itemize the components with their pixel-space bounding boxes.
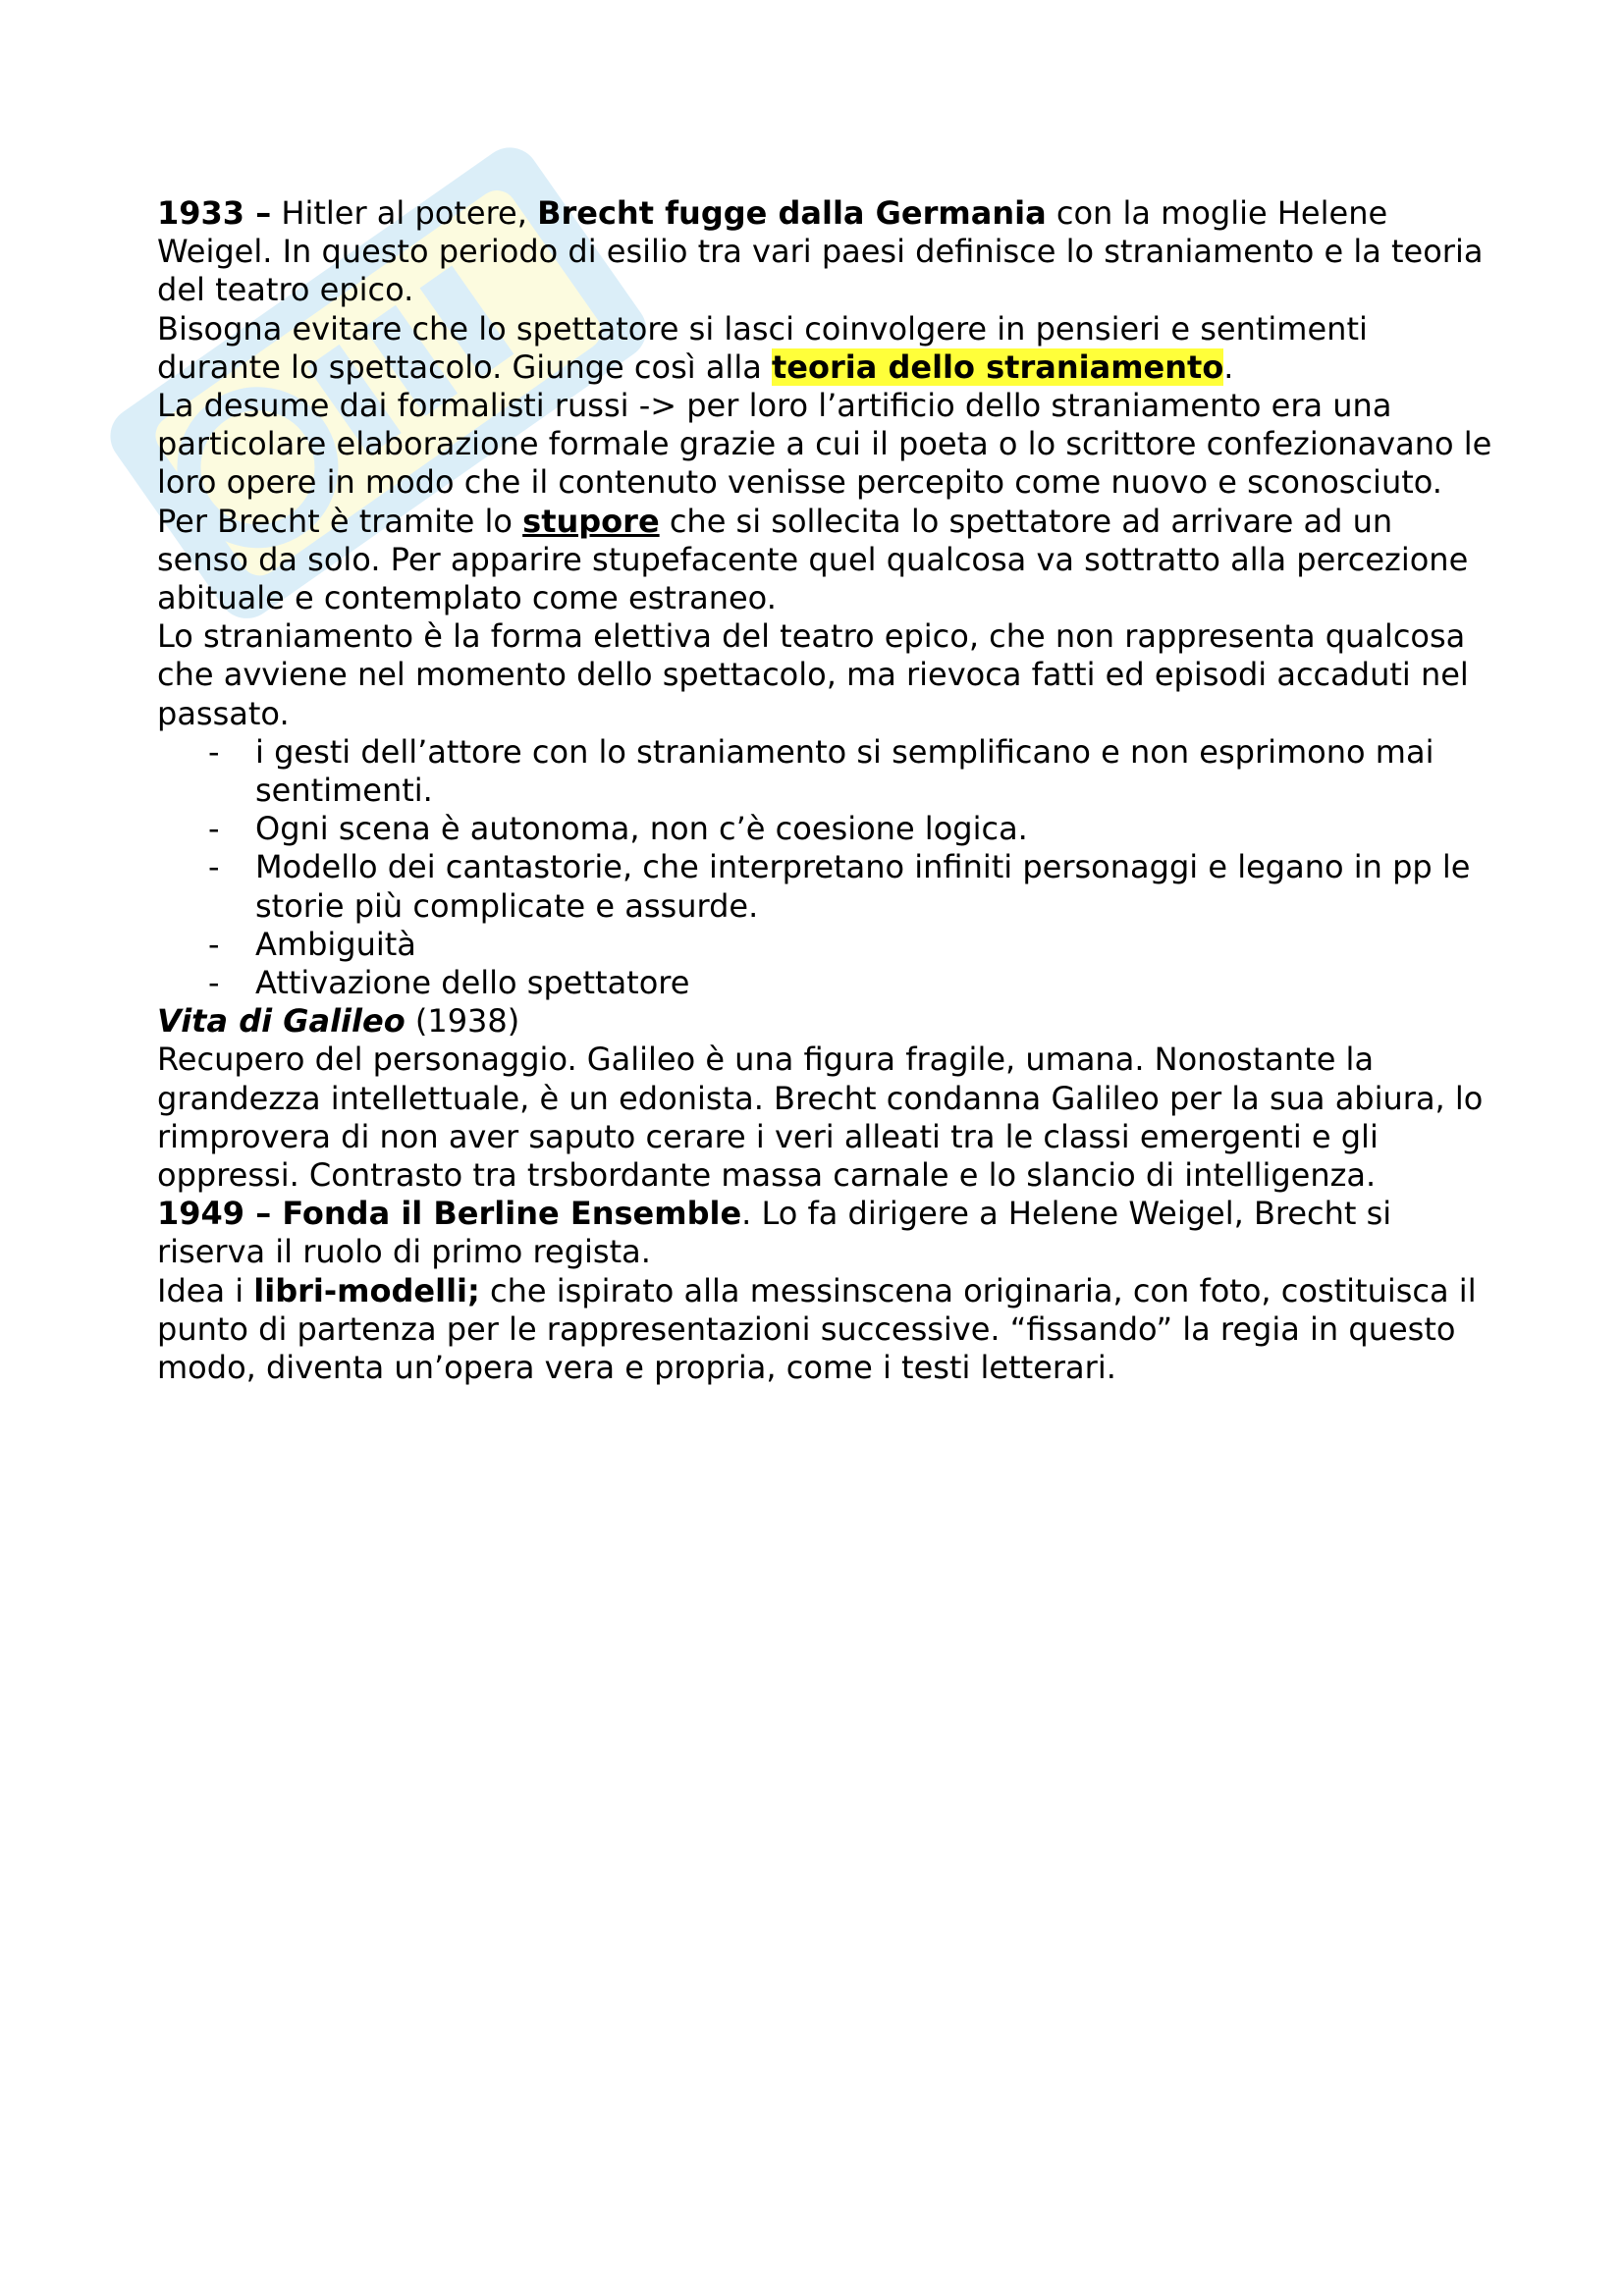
heading-vita-di-galileo: Vita di Galileo (1938) — [157, 1002, 520, 1041]
paragraph-formalisti: La desume dai formalisti russi -> per loro l’artificio dello straniamento era una particolare elaborazione formale grazie a cui il poeta o lo scrittore confezionavano le loro opere in modo che il contenuto venisse percepito come nuovo e sconosciuto. — [157, 387, 1492, 502]
list-item: - Ambiguità — [255, 926, 1492, 964]
brecht-fugge-heading: Brecht fugge dalla Germania — [537, 194, 1047, 232]
paragraph-libri-modelli: Idea i libri-modelli; che ispirato alla messinscena originaria, con foto, costituisca il punto di partenza per le rappresentazioni successive. “fissando” la regia in questo modo, diventa un’opera vera e propria, come i testi letterari. — [157, 1271, 1477, 1387]
list-item: - Ogni scena è autonoma, non c’è coesione logica. — [255, 810, 1492, 848]
underlined-stupore: stupore — [522, 502, 660, 540]
list-item: - Modello dei cantastorie, che interpretano infiniti personaggi e legano in pp le storie più complicate e assurde. — [255, 848, 1492, 925]
list-item: - Attivazione dello spettatore — [255, 964, 1492, 1002]
bold-libri-modelli: libri-modelli; — [253, 1271, 480, 1309]
highlight-teoria-straniamento: teoria dello straniamento — [771, 347, 1224, 386]
paragraph-stupore: Per Brecht è tramite lo stupore che si sollecita lo spettatore ad arrivare ad un senso da solo. Per apparire stupefacente quel qualcosa va sottratto alla percezione abituale e contemplato come estraneo. — [157, 502, 1469, 617]
paragraph-teatro-epico: Lo straniamento è la forma elettiva del teatro epico, che non rappresenta qualcosa che avviene nel momento dello spettacolo, ma rievoca fatti ed episodi accaduti nel passato. — [157, 617, 1469, 732]
heading-1949-berline-ensemble: 1949 – Fonda il Berline Ensemble — [157, 1195, 742, 1233]
bullet-list — [157, 733, 1492, 1002]
year-1933: 1933 – — [157, 194, 272, 232]
paragraph-1949: 1949 – Fonda il Berline Ensemble. Lo fa dirigere a Helene Weigel, Brecht si riserva il ruolo di primo regista. — [157, 1195, 1392, 1271]
document-body — [157, 194, 1492, 1387]
paragraph-straniamento: Bisogna evitare che lo spettatore si lasci coinvolgere in pensieri e sentimenti durante lo spettacolo. Giunge così alla teoria dello straniamento. — [157, 309, 1368, 386]
title-vita-di-galileo: Vita di Galileo — [157, 1002, 406, 1041]
list-item: - i gesti dell’attore con lo straniamento si semplificano e non esprimono mai sentimenti. — [255, 733, 1492, 810]
paragraph-galileo: Recupero del personaggio. Galileo è una figura fragile, umana. Nonostante la grandezza intellettuale, è un edonista. Brecht condanna Galileo per la sua abiura, lo rimprovera di non aver saputo cerare i veri alleati tra le classi emergenti e gli oppressi. Contrasto tra trsbordante massa carnale e lo slancio di intelligenza. — [157, 1041, 1484, 1195]
paragraph-1933: 1933 – Hitler al potere, Brecht fugge dalla Germania con la moglie Helene Weigel. In questo periodo di esilio tra vari paesi definisce lo straniamento e la teoria del teatro epico. — [157, 194, 1484, 309]
